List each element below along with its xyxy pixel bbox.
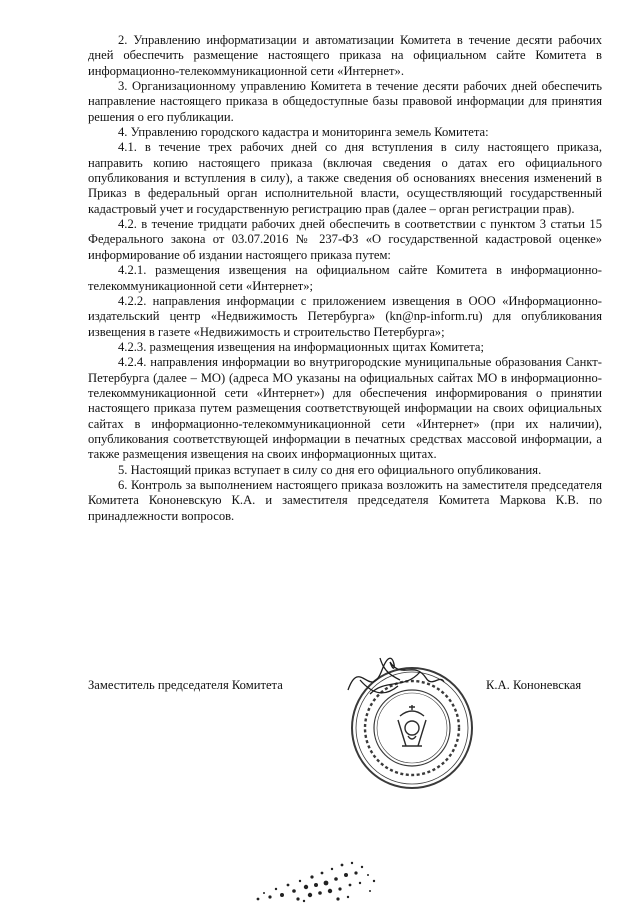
seal-emblem-icon	[398, 705, 426, 746]
signer-name: К.А. Кононевская	[486, 678, 582, 692]
document-body	[88, 33, 602, 524]
handwritten-signature-icon	[348, 658, 444, 694]
paragraph-4: 4. Управлению городского кадастра и мониторинга земель Комитета:	[118, 125, 489, 140]
paragraph-4-2-1: 4.2.1. размещения извещения на официальном сайте Комитета в информационно-телекоммуникационной сети «Интернет»;	[88, 263, 602, 293]
position-title: Заместитель председателя Комитета	[88, 678, 283, 692]
paragraph-4-1: 4.1. в течение трех рабочих дней со дня вступления в силу настоящего приказа, направить копию настоящего приказа (включая сведения о датах его официального опубликования и вступления в силу), а также сведения об основаниях внесения изменений в Приказ в федеральный орган исполнительной власти, осуществляющий государственный кадастровый учет и государственную регистрацию прав (далее – орган регистрации прав).	[88, 140, 602, 216]
seal-lettering-ring	[365, 681, 459, 775]
paragraph-4-2-4: 4.2.4. направления информации во внутригородские муниципальные образования Санкт-Петербурга (далее – МО) (адреса МО указаны на официальных сайтах МО в информационно-телекоммуникационной сети «Интернет») для обеспечения информирования о принятии настоящего приказа путем размещения соответствующей информации на своих официальных сайтах в информационно-телекоммуникационной сети «Интернет» (при их наличии), опубликования соответствующей информации в печатных средствах массовой информации, а также размещения извещения на своих информационных щитах.	[88, 355, 602, 462]
paragraph-6: 6. Контроль за выполнением настоящего приказа возложить на заместителя председателя Комитета Кононевскую К.А. и заместителя председателя Комитета Маркова К.В. по принадлежности вопросов.	[88, 477, 602, 523]
paragraph-5: 5. Настоящий приказ вступает в силу со дня его официального опубликования.	[118, 462, 542, 477]
paragraph-2: 2. Управлению информатизации и автоматизации Комитета в течение десяти рабочих дней обеспечить размещение настоящего приказа на официальном сайте Комитета в информационно-телекоммуникационной сети «Интернет».	[88, 33, 602, 78]
paragraph-4-2-2: 4.2.2. направления информации с приложением извещения в ООО «Информационно-издательский центр «Недвижимость Петербурга» (kn@np-inform.ru) для опубликования извещения в газете «Недвижимость и строительство Петербурга»;	[88, 293, 602, 339]
scan-artifact-icon	[250, 855, 380, 903]
paragraph-4-2: 4.2. в течение тридцати рабочих дней обеспечить в соответствии с пунктом 3 статьи 15 Федерального закона от 03.07.2016 № 237-ФЗ «О государственной кадастровой оценке» информирование об издании настоящего приказа путем:	[88, 217, 602, 262]
paragraph-4-2-3: 4.2.3. размещения извещения на информационных щитах Комитета;	[118, 339, 484, 354]
paragraph-3: 3. Организационному управлению Комитета в течение десяти рабочих дней обеспечить направление настоящего приказа в общедоступные базы правовой информации для принятия решения о его публикации.	[88, 79, 602, 124]
official-seal	[340, 650, 485, 795]
seal-rings	[352, 668, 472, 788]
